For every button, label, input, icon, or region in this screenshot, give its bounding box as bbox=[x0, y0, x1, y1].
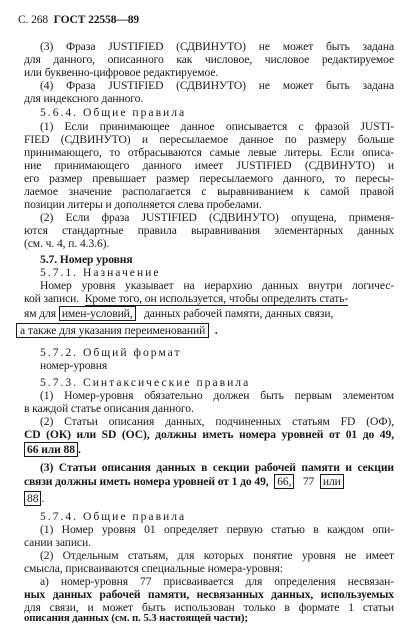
text-fragment: связи должны иметь номера уровней от 1 до 49, bbox=[24, 475, 269, 488]
text-fragment: данных рабочей памяти, данных связи, bbox=[143, 307, 334, 320]
text-line: описания данных (см. п. 5.3 настоящей части); bbox=[24, 612, 248, 624]
boxed-term: 88 bbox=[24, 491, 41, 506]
text-line: для связи, и может быть использован только в формате 1 статьи bbox=[24, 601, 394, 614]
text-line: CD (ОК) или SD (ОС), должны иметь номера уровней от 01 до 49, bbox=[24, 428, 394, 441]
text-line: ных данных рабочей памяти, несвязанных данных, используемых bbox=[24, 588, 394, 601]
text-line: лаемое значение располагается с выравниванием к самой правой bbox=[24, 185, 394, 198]
text-line: в каждой статье описания данного. bbox=[24, 402, 194, 415]
text-line: сании записи. bbox=[24, 536, 91, 549]
text-line: (3) Фраза JUSTIFIED (СДВИНУТО) не может быть задана bbox=[40, 40, 394, 53]
standard-code: ГОСТ 22558—89 bbox=[53, 14, 140, 26]
text-line: для индексного данного. bbox=[24, 92, 144, 105]
text-line: смысла, присваиваются специальные номера-уровня: bbox=[24, 562, 283, 575]
text-line: или буквенно-цифровое редактируемое. bbox=[24, 66, 219, 79]
text-line: для данного, описанного как числовое, числовое редактируемое bbox=[24, 53, 394, 66]
boxed-term: имен-условий, bbox=[59, 306, 136, 321]
text-line: 66 или 88 . bbox=[24, 443, 416, 456]
text-line: 88 . bbox=[24, 492, 416, 505]
text-line: принимающего, то отбрасываются самые левые литеры. Если описа- bbox=[24, 146, 394, 159]
boxed-term: 66, bbox=[274, 474, 294, 489]
text-line: (4) Фраза JUSTIFIED (СДВИНУТО) не может быть задана bbox=[40, 79, 394, 92]
page-header bbox=[18, 14, 416, 27]
text-line: а) номер-уровня 77 присваивается для определения несвязан- bbox=[40, 575, 394, 588]
section-title: 5.7. Номер уровня bbox=[40, 253, 133, 266]
text-line: Номер уровня указывает на иерархию данных внутри логичес- bbox=[40, 279, 394, 292]
text-line bbox=[24, 307, 416, 320]
section-heading: 5.7.3. Синтаксические правила bbox=[40, 376, 251, 389]
text-fragment: кой записи. bbox=[24, 292, 80, 305]
text-line: (3) Статьи описания данных в секции рабочей памяти и секции bbox=[40, 461, 394, 474]
text-fragment: Кроме того, он используется, чтобы определить стать- bbox=[84, 292, 349, 305]
boxed-insertion: а также для указания переименований bbox=[16, 323, 209, 338]
section-heading: 5.7.4. Общие правила bbox=[40, 510, 187, 523]
text-line: (см. ч. 4, п. 4.3.6). bbox=[24, 237, 110, 250]
text-line: FIED (СДВИНУТО) и пересылаемое данное по размеру больше bbox=[24, 133, 394, 146]
section-heading: 5.7.1. Назначение bbox=[40, 266, 161, 279]
text-line bbox=[24, 292, 416, 305]
section-heading: 5.7.2. Общий формат bbox=[40, 346, 182, 359]
text-line: позиции литеры и дополняется слева пробелами. bbox=[24, 198, 262, 211]
text-line: (1) Номер уровня 01 определяет первую статью в каждом опи- bbox=[40, 523, 394, 536]
text-fragment: ям для bbox=[24, 307, 56, 320]
page-label: С. 268 bbox=[18, 14, 49, 26]
text-line: (1) Если принимающее данное описывается с фразой JUSTI- bbox=[40, 120, 394, 133]
boxed-term: или bbox=[320, 474, 344, 489]
section-heading: 5.6.4. Общие правила bbox=[40, 106, 187, 119]
text-line: его размер превышает размер пересылаемого данного, то пересы- bbox=[24, 172, 394, 185]
text-line: ются стандартные правила выравнивания элементарных данных bbox=[24, 224, 394, 237]
text-line: номер-уровня bbox=[40, 359, 108, 372]
text-line: (2) Если фраза JUSTIFIED (СДВИНУТО) опущена, применя- bbox=[40, 211, 394, 224]
text-line bbox=[24, 475, 416, 488]
text-line: а также для указания переименований . bbox=[16, 324, 416, 337]
text-line: ние принимающего данного имеет JUSTIFIED (СДВИНУТО) и bbox=[24, 159, 394, 172]
text-fragment: 77 bbox=[302, 475, 315, 488]
text-line: (2) Статьи описания данных, подчиненных статьям FD (ОФ), bbox=[40, 415, 394, 428]
text-line: (1) Номер-уровня обязательно должен быть первым элементом bbox=[40, 389, 394, 402]
boxed-term: 66 или 88 bbox=[24, 442, 78, 457]
text-line: (2) Отдельным статьям, для которых понятие уровня не имеет bbox=[40, 549, 394, 562]
